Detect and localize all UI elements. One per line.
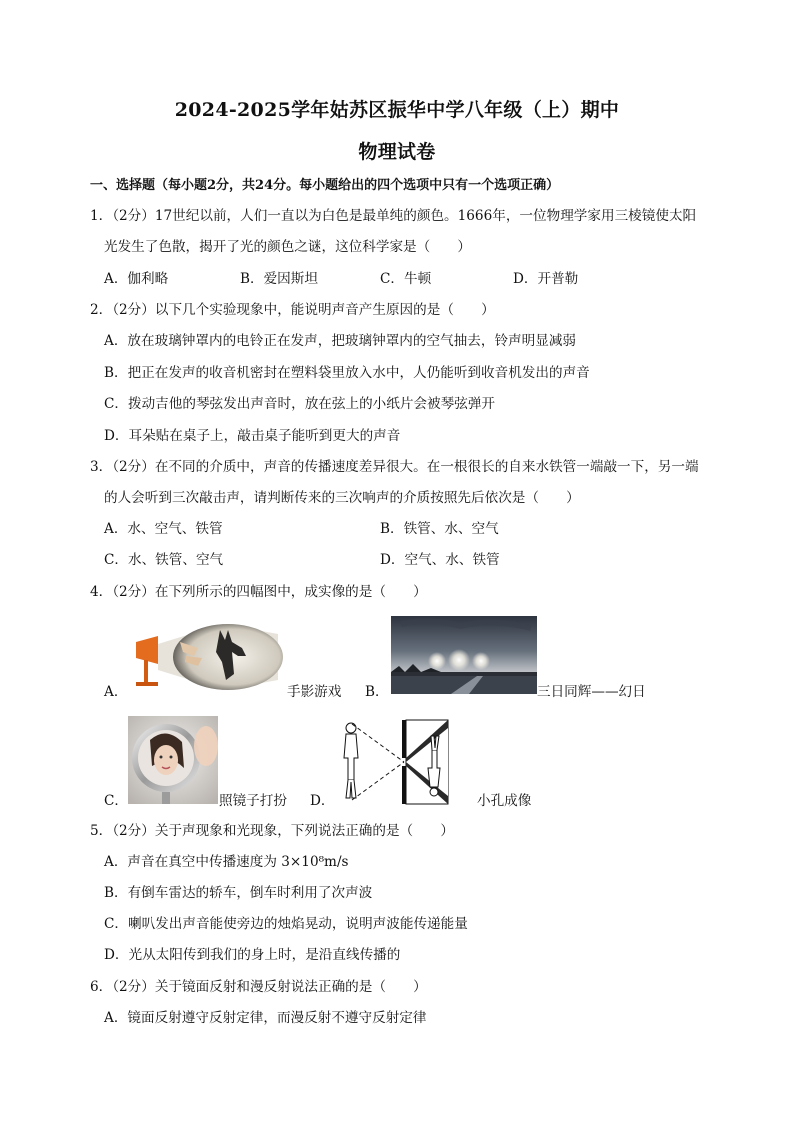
q4-option-b-caption: 三日同辉——幻日 [537,684,646,700]
q4-option-b-label: B． [365,684,389,700]
q4-option-a-caption: 手影游戏 [287,684,342,700]
q1-option-d: D．开普勒 [513,271,579,287]
exam-title-line1: 2024-2025学年姑苏区振华中学八年级（上）期中 [174,99,620,121]
q2-stem: 2．（2分）以下几个实验现象中，能说明声音产生原因的是（ ） [90,302,495,318]
section-heading: 一、选择题（每小题2分，共24分。每小题给出的四个选项中只有一个选项正确） [90,178,560,193]
sun-dogs-image [391,616,537,694]
pinhole-imaging-diagram [334,718,480,806]
q3-stem-line1: 3．（2分）在不同的介质中，声音的传播速度差异很大。在一根很长的自来水铁管一端敲一下，另一端 [90,459,699,475]
q3-option-d: D．空气、水、铁管 [380,552,500,568]
q4-option-c-caption: 照镜子打扮 [219,793,287,809]
q5-option-b: B．有倒车雷达的轿车，倒车时利用了次声波 [104,885,373,901]
q5-option-c: C．喇叭发出声音能使旁边的烛焰晃动，说明声波能传递能量 [104,916,468,932]
q1-option-b: B．爱因斯坦 [240,271,318,287]
q2-option-c: C．拨动吉他的琴弦发出声音时，放在弦上的小纸片会被琴弦弹开 [104,396,496,412]
q5-option-a: A．声音在真空中传播速度为 3×10⁸m/s [104,854,349,870]
q3-option-c: C．水、铁管、空气 [104,552,224,568]
q1-option-a: A．伽利略 [104,271,169,287]
q1-stem-line1: 1．（2分）17世纪以前，人们一直以为白色是最单纯的颜色。1666年，一位物理学家用三棱镜使太阳 [90,208,697,224]
q2-option-b: B．把正在发声的收音机密封在塑料袋里放入水中，人仍能听到收音机发出的声音 [104,365,590,381]
q4-option-c-label: C． [104,793,128,809]
q5-option-d: D．光从太阳传到我们的身上时，是沿直线传播的 [104,947,401,963]
q6-stem: 6．（2分）关于镜面反射和漫反射说法正确的是（ ） [90,979,427,995]
q4-option-d-caption: 小孔成像 [477,793,532,809]
exam-title-line2: 物理试卷 [358,141,436,163]
q3-stem-line2: 的人会听到三次敲击声，请判断传来的三次响声的介质按照先后依次是（ ） [104,490,580,506]
q6-option-a: A．镜面反射遵守反射定律，而漫反射不遵守反射定律 [104,1010,427,1026]
q4-option-d-label: D． [310,793,335,809]
q4-stem: 4．（2分）在下列所示的四幅图中，成实像的是（ ） [90,584,427,600]
q3-option-b: B．铁管、水、空气 [380,521,499,537]
q1-stem-line2: 光发生了色散，揭开了光的颜色之谜，这位科学家是（ ） [104,239,472,255]
q3-option-a: A．水、空气、铁管 [104,521,223,537]
q1-option-c: C．牛顿 [380,271,432,287]
q4-option-a-label: A． [104,684,128,700]
q2-option-d: D．耳朵贴在桌子上，敲击桌子能听到更大的声音 [104,428,401,444]
q5-stem: 5．（2分）关于声现象和光现象，下列说法正确的是（ ） [90,823,454,839]
mirror-dressing-image [128,716,218,804]
q2-option-a: A．放在玻璃钟罩内的电铃正在发声，把玻璃钟罩内的空气抽去，铃声明显减弱 [104,333,577,349]
hand-shadow-game-image [128,622,284,692]
